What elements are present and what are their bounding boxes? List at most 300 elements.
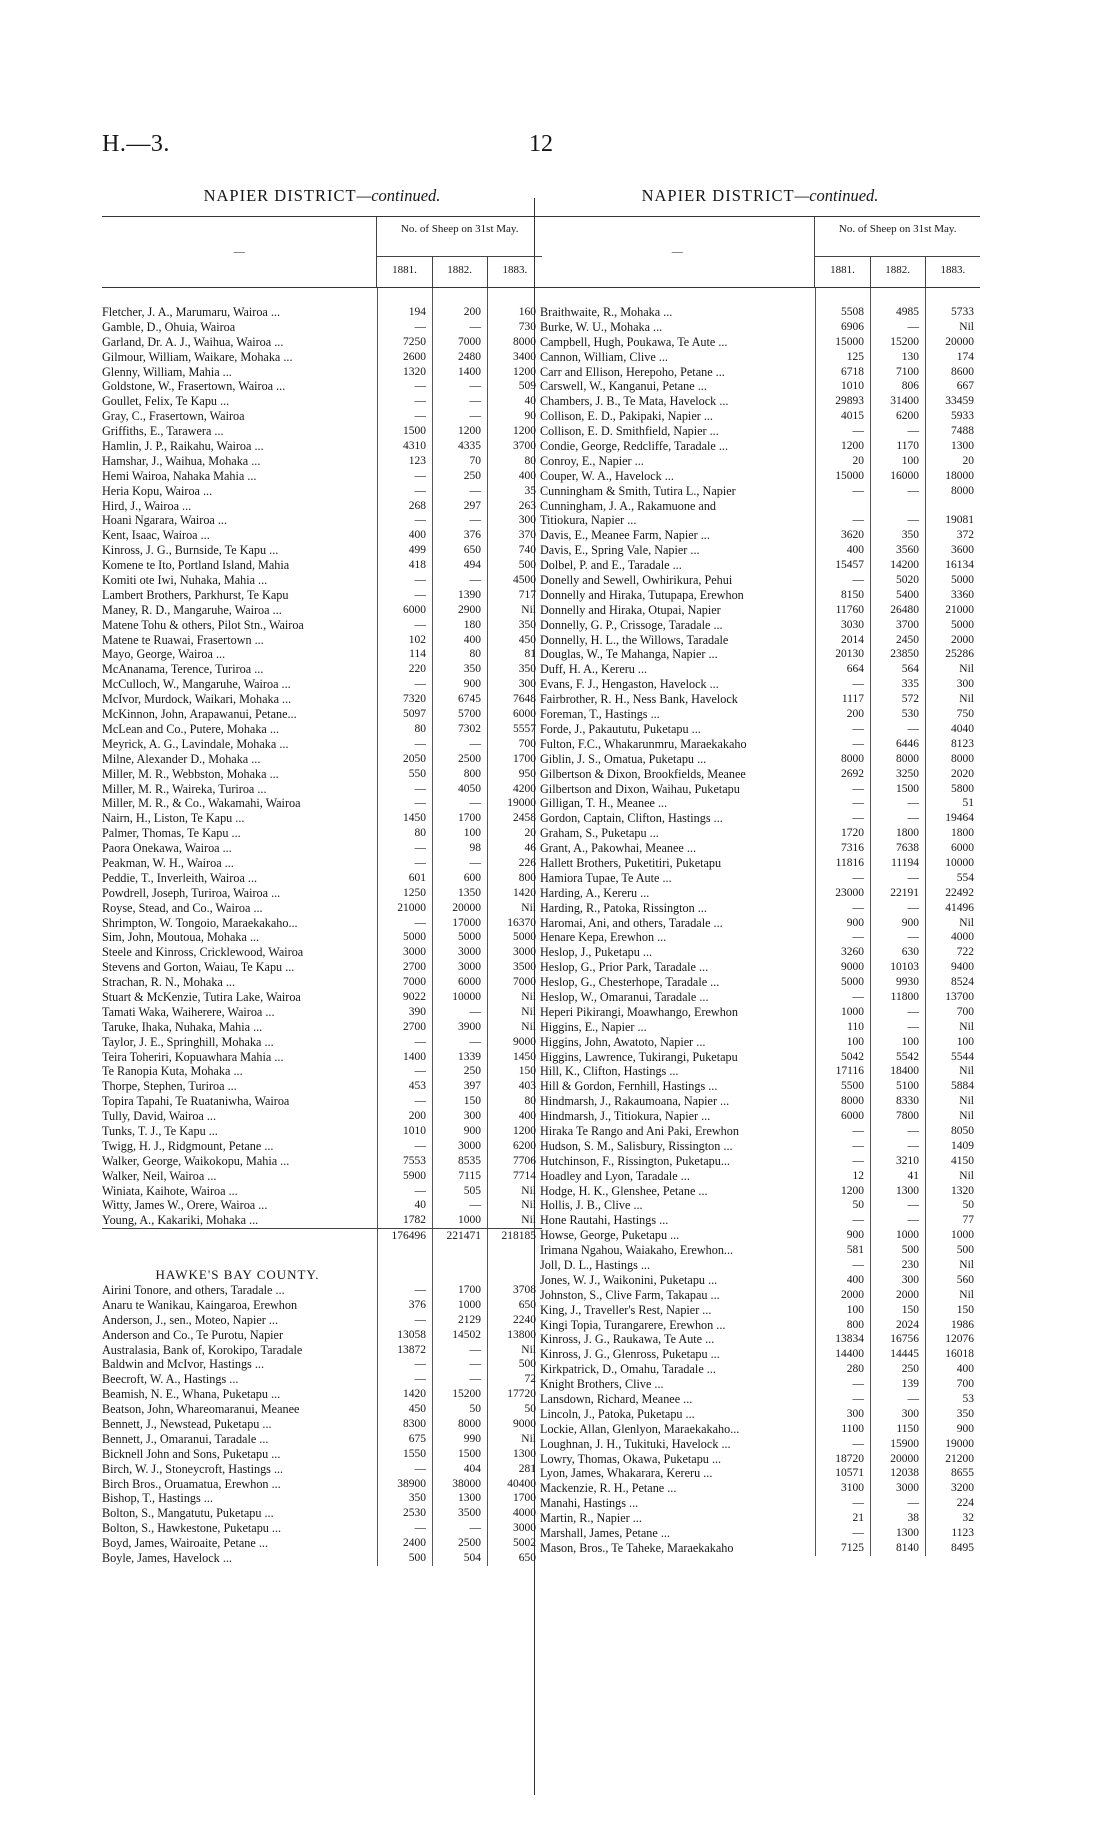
table-row (540, 1303, 980, 1318)
value-1883: 1450 (513, 1050, 536, 1063)
value-1881: 376 (408, 1298, 426, 1311)
value-1883: Nil (521, 1020, 536, 1033)
group-header: No. of Sheep on 31st May. (815, 217, 980, 257)
row-name: Kinross, J. G., Raukawa, Te Aute ... (540, 1332, 715, 1347)
value-1883: 5733 (951, 306, 974, 318)
value-1882: 221471 (446, 1230, 481, 1243)
value-1882: 1700 (458, 812, 481, 825)
row-name: Collison, E. D. Smithfield, Napier ... (540, 424, 719, 439)
row-name: Braithwaite, R., Mohaka ... (540, 305, 673, 319)
value-1883: 500 (956, 1244, 974, 1257)
value-1883: 450 (518, 633, 536, 646)
row-name: Walker, Neil, Wairoa ... (102, 1168, 217, 1183)
value-1883: 5884 (951, 1080, 974, 1093)
row-name: Anderson, J., sen., Moteo, Napier ... (102, 1312, 279, 1327)
row-name: Carswell, W., Kanganui, Petane ... (540, 379, 707, 394)
row-name: Chambers, J. B., Te Mata, Havelock ... (540, 394, 729, 409)
table-row (102, 573, 542, 588)
table-row (102, 1343, 542, 1358)
row-name: Walker, George, Waikokopu, Mahia ... (102, 1153, 290, 1168)
value-1883: 7648 (513, 693, 536, 706)
row-name: Hamshar, J., Waihua, Mohaka ... (102, 453, 261, 468)
value-1881: 900 (846, 916, 864, 929)
value-1882: 7000 (458, 335, 481, 348)
row-name: Heria Kopu, Wairoa ... (102, 483, 213, 498)
table-row (540, 439, 980, 454)
value-1883: Nil (521, 990, 536, 1003)
value-1882: 1500 (458, 1447, 481, 1460)
value-1883: 19000 (507, 797, 536, 810)
row-name: Beamish, N. E., Whana, Puketapu ... (102, 1387, 281, 1402)
value-1881: 8150 (841, 588, 864, 601)
table-row (540, 1511, 980, 1526)
row-name: Royse, Stead, and Co., Wairoa ... (102, 900, 263, 915)
value-1882: 20000 (890, 1452, 919, 1465)
value-1883: 21000 (945, 603, 974, 616)
row-name: Komiti ote Iwi, Nuhaka, Mahia ... (102, 573, 268, 588)
value-1881: — (414, 514, 426, 527)
value-1882: 4050 (458, 782, 481, 795)
value-1881: — (414, 782, 426, 795)
value-1881: 100 (846, 1303, 864, 1316)
value-1882: 564 (901, 663, 919, 676)
value-1883: 218185 (501, 1230, 536, 1243)
value-1882: 130 (901, 350, 919, 363)
table-header (540, 216, 980, 288)
value-1882: — (907, 1214, 919, 1227)
value-1882: — (469, 1199, 481, 1212)
row-name: Kirkpatrick, D., Omahu, Taradale ... (540, 1362, 716, 1377)
row-name: Condie, George, Redcliffe, Taradale ... (540, 439, 728, 454)
value-1883: 8123 (951, 737, 974, 750)
value-1883: 9000 (513, 1418, 536, 1431)
value-1883: 700 (956, 1378, 974, 1391)
table-row (540, 1228, 980, 1243)
value-1882: — (469, 737, 481, 750)
row-name: Anderson and Co., Te Purotu, Napier (102, 1327, 284, 1342)
row-name: Tunks, T. J., Te Kapu ... (102, 1123, 218, 1138)
value-1881: 21000 (397, 901, 426, 914)
value-1882: 335 (901, 678, 919, 691)
value-1882: 630 (901, 946, 919, 959)
value-1882: 23850 (890, 648, 919, 661)
value-1881: 500 (408, 1552, 426, 1565)
value-1882: 5400 (896, 588, 919, 601)
value-1883: 150 (956, 1303, 974, 1316)
value-1882: 2129 (458, 1313, 481, 1326)
table-row (540, 1109, 980, 1124)
row-name: Maney, R. D., Mangaruhe, Wairoa ... (102, 602, 282, 617)
row-name: Grant, A., Pakowhai, Meanee ... (540, 841, 697, 856)
value-1883: 4150 (951, 1154, 974, 1167)
row-name: Taylor, J. E., Springhill, Mohaka ... (102, 1034, 274, 1049)
table-row (102, 1462, 542, 1477)
row-name: Mason, Bros., Te Taheke, Maraekakaho (540, 1540, 734, 1555)
value-1883: 5002 (513, 1537, 536, 1550)
value-1881: 8000 (841, 1095, 864, 1108)
value-1882: 2500 (458, 1537, 481, 1550)
table-row (540, 811, 980, 826)
value-1881: 5000 (841, 976, 864, 989)
value-1883: 40400 (507, 1477, 536, 1490)
value-1882: 18400 (890, 1065, 919, 1078)
value-1882: 17000 (452, 916, 481, 929)
value-1881: 390 (408, 1005, 426, 1018)
table-row (540, 901, 980, 916)
value-1882: 1400 (458, 365, 481, 378)
value-1883: 18000 (945, 469, 974, 482)
row-name: Hudson, S. M., Salisbury, Rissington ... (540, 1138, 733, 1153)
value-1883: 40 (524, 395, 536, 408)
table-row (102, 1521, 542, 1536)
value-1883: 6000 (513, 708, 536, 721)
value-1883: 4200 (513, 782, 536, 795)
row-name: Shrimpton, W. Tongoio, Maraekakaho... (102, 915, 298, 930)
value-1882: — (469, 1035, 481, 1048)
value-1882: — (907, 1199, 919, 1212)
row-name: Bolton, S., Hawkestone, Puketapu ... (102, 1521, 282, 1536)
table-row (540, 1094, 980, 1109)
row-name: Jones, W. J., Waikonini, Puketapu ... (540, 1272, 718, 1287)
table-row (540, 350, 980, 365)
value-1881: — (852, 1154, 864, 1167)
value-1882: — (907, 425, 919, 438)
value-1881: — (414, 1139, 426, 1152)
value-1882: 6446 (896, 737, 919, 750)
table-row (102, 1124, 542, 1139)
value-1881: 15000 (835, 335, 864, 348)
row-name: Campbell, Hugh, Poukawa, Te Aute ... (540, 334, 728, 349)
value-1883: 4000 (513, 1507, 536, 1520)
value-1882: — (907, 871, 919, 884)
value-1883: 20 (962, 454, 974, 467)
value-1881: — (414, 678, 426, 691)
value-1883: 554 (956, 871, 974, 884)
table-row (540, 1154, 980, 1169)
value-1882: 8330 (896, 1095, 919, 1108)
value-1882: 1700 (458, 1284, 481, 1296)
value-1882: 6000 (458, 976, 481, 989)
value-1881: — (414, 1095, 426, 1108)
value-1882: 70 (469, 454, 481, 467)
value-1883: 100 (956, 1035, 974, 1048)
value-1881: — (414, 856, 426, 869)
row-name: Haromai, Ani, and others, Taradale ... (540, 915, 723, 930)
row-name: Hemi Wairoa, Nahaka Mahia ... (102, 468, 257, 483)
value-1882: 139 (901, 1378, 919, 1391)
value-1882: 2024 (896, 1318, 919, 1331)
table-row (102, 975, 542, 990)
table-row (540, 1332, 980, 1347)
table-row (102, 499, 542, 514)
row-name: Hird, J., Wairoa ... (102, 498, 192, 513)
value-1882: 5100 (896, 1080, 919, 1093)
value-1881: — (414, 1522, 426, 1535)
table-row (102, 1005, 542, 1020)
value-1881: 1550 (403, 1447, 426, 1460)
value-1882: — (469, 1373, 481, 1386)
value-1881: 14400 (835, 1348, 864, 1361)
row-name: Twigg, H. J., Ridgmount, Petane ... (102, 1138, 274, 1153)
row-name: Matene te Ruawai, Frasertown ... (102, 632, 264, 647)
value-1882: 1350 (458, 886, 481, 899)
value-1881: — (852, 1124, 864, 1137)
row-name: Heslop, G., Chesterhope, Taradale ... (540, 975, 720, 990)
value-1881: 1117 (841, 693, 864, 706)
value-1883: 7000 (513, 976, 536, 989)
value-1883: 41496 (945, 901, 974, 914)
value-1883: 46 (524, 842, 536, 855)
row-name: Henare Kepa, Erewhon ... (540, 930, 667, 945)
table-row (540, 1273, 980, 1288)
value-1881: — (414, 1184, 426, 1197)
table-row (540, 469, 980, 484)
table-row (102, 1198, 542, 1213)
row-name: Hoani Ngarara, Wairoa ... (102, 513, 228, 528)
value-1883: Nil (521, 1214, 536, 1227)
row-name: Stevens and Gorton, Waiau, Te Kapu ... (102, 960, 295, 975)
value-1882: 900 (463, 1124, 481, 1137)
table-row (102, 1283, 542, 1298)
value-1882: — (469, 395, 481, 408)
value-1882: — (907, 1020, 919, 1033)
value-1881: 2600 (403, 350, 426, 363)
value-1883: 8050 (951, 1124, 974, 1137)
value-1883: 281 (518, 1462, 536, 1475)
value-1882: 150 (901, 1303, 919, 1316)
value-1882: 350 (463, 663, 481, 676)
value-1882: 9930 (896, 976, 919, 989)
value-1881: 11760 (835, 603, 864, 616)
value-1883: Nil (959, 1065, 974, 1078)
value-1881: 110 (847, 1020, 864, 1033)
value-1882: 572 (901, 693, 919, 706)
row-name: Peddie, T., Inverleith, Wairoa ... (102, 870, 258, 885)
value-1882: 4335 (458, 440, 481, 453)
table-row (102, 365, 542, 380)
value-1882: 1390 (458, 588, 481, 601)
value-1881: 900 (846, 1229, 864, 1242)
value-1883 (925, 499, 980, 514)
value-1883: 160 (518, 306, 536, 318)
value-1883: 13800 (507, 1328, 536, 1341)
value-1883: 13700 (945, 990, 974, 1003)
value-1883: 21200 (945, 1452, 974, 1465)
row-name: Davis, E., Meanee Farm, Napier ... (540, 528, 710, 543)
value-1881: 10571 (835, 1467, 864, 1480)
value-1881: 2400 (403, 1537, 426, 1550)
row-name: Heperi Pikirangi, Moawhango, Erewhon (540, 1004, 738, 1019)
row-name: McIvor, Murdock, Waikari, Mohaka ... (102, 692, 292, 707)
value-1883: 1700 (513, 1492, 536, 1505)
table-row (540, 707, 980, 722)
row-name: Fletcher, J. A., Marumaru, Wairoa ... (102, 305, 281, 319)
row-name: Duff, H. A., Kereru ... (540, 662, 648, 677)
value-1883: 8000 (951, 752, 974, 765)
value-1883: 3700 (513, 440, 536, 453)
table-row (540, 454, 980, 469)
value-1882: — (907, 722, 919, 735)
row-name: Harding, A., Kereru ... (540, 885, 650, 900)
value-1881: 8300 (403, 1418, 426, 1431)
value-1881: — (852, 678, 864, 691)
value-1882: — (469, 1343, 481, 1356)
row-name: Carr and Ellison, Herepoho, Petane ... (540, 364, 725, 379)
value-1881: 7553 (403, 1154, 426, 1167)
table-row (540, 1020, 980, 1035)
row-name: Lowry, Thomas, Okawa, Puketapu ... (540, 1451, 722, 1466)
value-1881: 1100 (841, 1422, 864, 1435)
value-1881: 300 (846, 1407, 864, 1420)
table-row (102, 1551, 542, 1566)
value-1881: 1720 (841, 827, 864, 840)
row-name: Martin, R., Napier ... (540, 1511, 642, 1526)
row-name: Gilbertson and Dixon, Waihau, Puketapu (540, 781, 740, 796)
row-name: Witty, James W., Orere, Wairoa ... (102, 1198, 268, 1213)
table-row (540, 871, 980, 886)
row-name: Marshall, James, Petane ... (540, 1526, 670, 1541)
table-row (102, 558, 542, 573)
value-1883: 700 (956, 1005, 974, 1018)
value-1882: 250 (463, 1065, 481, 1078)
row-name: Stuart & McKenzie, Tutira Lake, Wairoa (102, 989, 301, 1004)
table-row (102, 1035, 542, 1050)
value-1881: 581 (846, 1244, 864, 1257)
value-1881: 2692 (841, 767, 864, 780)
value-1882: 3000 (458, 946, 481, 959)
value-1881: 1500 (403, 425, 426, 438)
value-1883: 50 (962, 1199, 974, 1212)
value-1881: — (414, 737, 426, 750)
value-1883: 403 (518, 1080, 536, 1093)
table-row (540, 1184, 980, 1199)
table-row (540, 1064, 980, 1079)
value-1883: 5000 (951, 574, 974, 587)
value-1882: 1000 (458, 1298, 481, 1311)
value-1881: 23000 (835, 886, 864, 899)
value-1881: 280 (846, 1363, 864, 1376)
table-row (102, 1536, 542, 1551)
value-1883: 17720 (507, 1388, 536, 1401)
value-1883: 53 (962, 1393, 974, 1406)
table-row (102, 484, 542, 499)
county-heading-text: HAWKE'S BAY COUNTY. (155, 1268, 320, 1283)
row-name: Lockie, Allan, Glenlyon, Maraekakaho... (540, 1421, 740, 1436)
table-row (540, 335, 980, 350)
row-name: Bicknell John and Sons, Puketapu ... (102, 1446, 281, 1461)
row-name: Beecroft, W. A., Hastings ... (102, 1372, 239, 1387)
value-1881: 8000 (841, 752, 864, 765)
value-1882: 100 (901, 454, 919, 467)
value-1881: 38900 (397, 1477, 426, 1490)
value-1883: Nil (959, 1110, 974, 1123)
table-row (540, 499, 980, 514)
row-name: Manahi, Hastings ... (540, 1496, 639, 1511)
value-1881: — (414, 380, 426, 393)
row-name (102, 1229, 377, 1244)
row-name: King, J., Traveller's Rest, Napier ... (540, 1302, 712, 1317)
table-row (540, 588, 980, 603)
value-1883: Nil (521, 1184, 536, 1197)
table-row (540, 647, 980, 662)
row-name: Gilligan, T. H., Meanee ... (540, 796, 668, 811)
value-1881: — (852, 484, 864, 497)
value-1883: 717 (518, 588, 536, 601)
row-name: Gamble, D., Ohuia, Wairoa (102, 319, 236, 334)
value-1883: 1700 (513, 752, 536, 765)
value-1883: 2240 (513, 1313, 536, 1326)
section-title: NAPIER DISTRICT—continued. (203, 186, 441, 205)
value-1882: 2480 (458, 350, 481, 363)
value-1883: 400 (518, 1110, 536, 1123)
value-1882: 230 (901, 1259, 919, 1271)
row-name: Hiraka Te Rango and Ani Paki, Erewhon (540, 1123, 739, 1138)
value-1883: 800 (518, 871, 536, 884)
table-row (540, 394, 980, 409)
value-1883: Nil (521, 1343, 536, 1356)
value-1883: 263 (518, 499, 536, 512)
value-1881: — (852, 990, 864, 1003)
row-name: Hamlin, J. P., Raikahu, Wairoa ... (102, 439, 264, 454)
value-1882: 600 (463, 871, 481, 884)
county-heading (102, 1264, 542, 1283)
table-row (540, 1005, 980, 1020)
value-1882: 50 (469, 1403, 481, 1416)
value-1882: 100 (901, 1035, 919, 1048)
table-row (102, 707, 542, 722)
row-name: Griffiths, E., Tarawera ... (102, 424, 224, 439)
value-1881: — (852, 797, 864, 810)
year-header: 1882. (870, 257, 925, 287)
value-1882: 16756 (890, 1333, 919, 1346)
value-1882: — (907, 514, 919, 527)
value-1881: 7250 (403, 335, 426, 348)
table-row (540, 1347, 980, 1362)
row-name: Lansdown, Richard, Meanee ... (540, 1392, 693, 1407)
value-1881: — (414, 1358, 426, 1371)
value-1882: 1300 (458, 1492, 481, 1505)
value-1881: 3100 (841, 1482, 864, 1495)
value-1881: 9000 (841, 961, 864, 974)
row-name: Cunningham & Smith, Tutira L., Napier (540, 483, 736, 498)
table-row (540, 1243, 980, 1258)
value-1882: — (469, 1522, 481, 1535)
year-header: 1883. (925, 257, 980, 287)
table-row (540, 558, 980, 573)
value-1882: 1000 (896, 1229, 919, 1242)
table-body (102, 288, 542, 1566)
table-row (540, 1139, 980, 1154)
table-row (102, 1402, 542, 1417)
value-1882: — (907, 797, 919, 810)
value-1881: 6718 (841, 365, 864, 378)
table-row (102, 1154, 542, 1169)
table-row (540, 1213, 980, 1228)
value-1882: 20000 (452, 901, 481, 914)
value-1881: — (852, 425, 864, 438)
row-name: Donnelly, H. L., the Willows, Taradale (540, 632, 729, 647)
value-1881: — (852, 931, 864, 944)
value-1883: 8600 (951, 365, 974, 378)
value-1881: 13058 (397, 1328, 426, 1341)
value-1883: 400 (956, 1363, 974, 1376)
value-1881: 7320 (403, 693, 426, 706)
table-row (102, 1050, 542, 1065)
value-1882: 800 (463, 767, 481, 780)
value-1881: 1010 (403, 1124, 426, 1137)
value-1883: 1200 (513, 365, 536, 378)
value-1882: 15200 (890, 335, 919, 348)
